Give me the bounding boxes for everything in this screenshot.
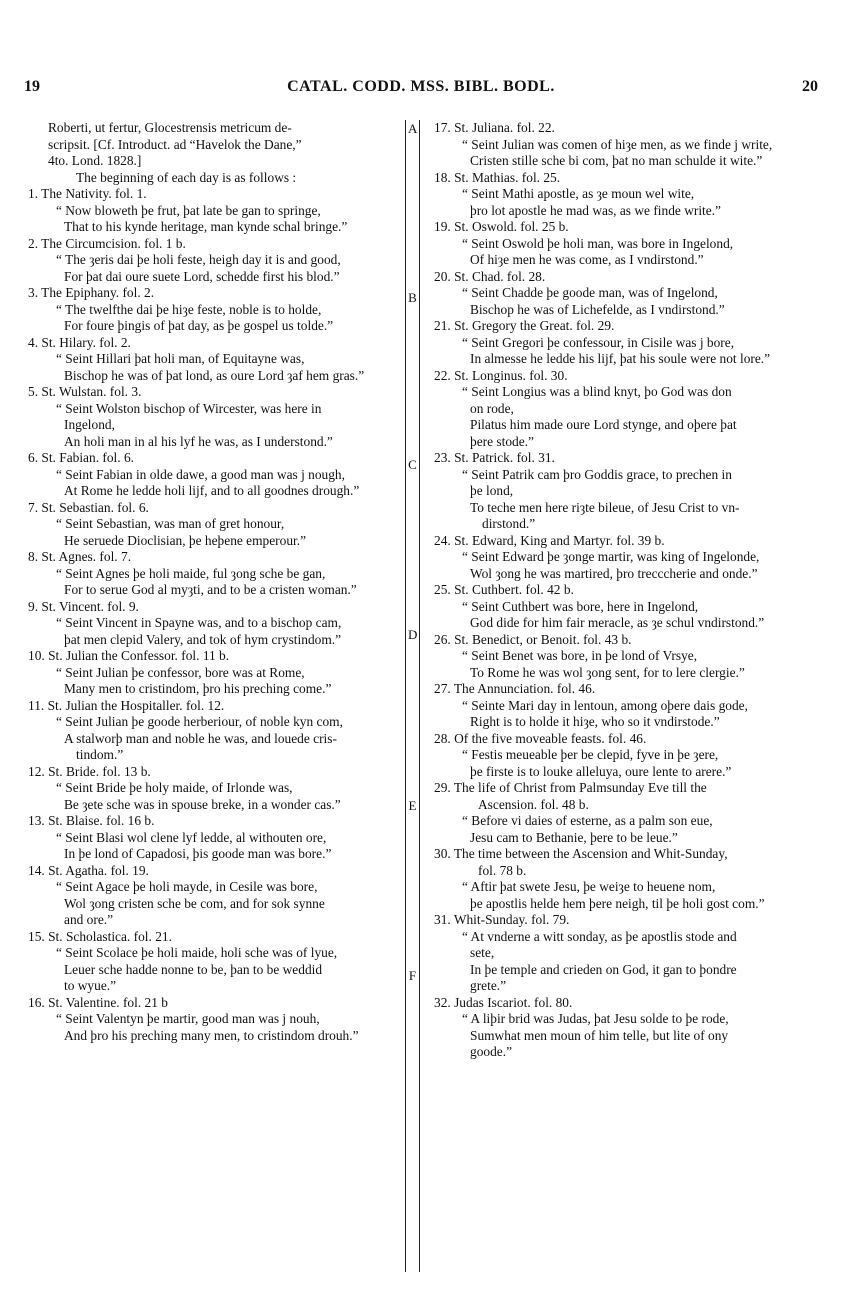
verse-line: Sumwhat men moun of him telle, but lite of ony	[470, 1027, 729, 1043]
verse-line: He seruede Dioclisian, þe heþene emperour.”	[64, 532, 307, 548]
catalogue-entry	[28, 186, 400, 236]
entry-title: 29. The life of Christ from Palmsunday Eve till the	[434, 780, 707, 795]
left-column	[28, 120, 400, 1044]
verse-line: “ Seint Mathi apostle, as ȝe moun wel wite,	[462, 186, 695, 201]
verse-line: “ A liþir brid was Judas, þat Jesu solde to þe rode,	[462, 1011, 729, 1026]
verse-line: For foure þingis of þat day, as þe gospel us tolde.”	[64, 318, 334, 333]
entry-title-continued: fol. 78 b.	[478, 862, 527, 878]
verse-line: “ Seint Agace þe holi mayde, in Cesile was bore,	[56, 879, 318, 894]
catalogue-entry	[28, 285, 400, 335]
verse-line: “ Seint Patrik cam þro Goddis grace, to prechen in	[462, 466, 732, 482]
verse-line: “ Seint Benet was bore, in þe lond of Vrsye,	[462, 648, 698, 663]
entry-title-continued: Ascension. fol. 48 b.	[478, 796, 589, 812]
verse-line: At Rome he ledde holi lijf, and to all goodnes drough.”	[64, 483, 360, 498]
right-column	[434, 120, 818, 1061]
verse-line: For to serue God al myȝti, and to be a cristen woman.”	[64, 582, 357, 597]
catalogue-entry	[28, 599, 400, 649]
verse-line: Bischop he was of þat lond, as oure Lord ȝaf hem gras.”	[64, 367, 365, 383]
verse-line: sete,	[470, 945, 495, 960]
catalogue-entry	[434, 681, 818, 731]
verse-line: þe firste is to louke alleluya, oure lente to arere.”	[470, 763, 732, 779]
verse-line: “ Seint Agnes þe holi maide, ful ȝong sche be gan,	[56, 565, 326, 581]
catalogue-entry	[28, 384, 400, 450]
catalogue-entry	[28, 863, 400, 929]
catalogue-entry	[434, 170, 818, 220]
entry-title: 1. The Nativity. fol. 1.	[28, 186, 147, 201]
entry-title: 30. The time between the Ascension and Whit-Sunday,	[434, 846, 728, 861]
catalogue-entry	[434, 368, 818, 451]
verse-line: “ Seint Chadde þe goode man, was of Ingelond,	[462, 285, 718, 300]
entry-title: 3. The Epiphany. fol. 2.	[28, 285, 155, 300]
entry-title: 19. St. Oswold. fol. 25 b.	[434, 219, 569, 234]
verse-line: “ Seint Bride þe holy maide, of Irlonde was,	[56, 780, 293, 795]
verse-line: For þat dai oure suete Lord, schedde first his blod.”	[64, 268, 340, 284]
verse-line: “ Aftir þat swete Jesu, þe weiȝe to heuene nom,	[462, 879, 716, 894]
catalogue-entry	[28, 648, 400, 698]
verse-line: Cristen stille sche bi com, þat no man schulde it wite.”	[470, 153, 763, 168]
intro-line: scripsit. [Cf. Introduct. ad “Havelok the Dane,”	[48, 136, 302, 152]
entry-title: 27. The Annunciation. fol. 46.	[434, 681, 596, 696]
verse-line: Jesu cam to Bethanie, þere to be leue.”	[470, 829, 678, 845]
entry-title: 4. St. Hilary. fol. 2.	[28, 334, 131, 350]
verse-line: to wyue.”	[64, 978, 117, 993]
verse-line: “ Seint Longius was a blind knyt, þo God was don	[462, 384, 732, 399]
catalogue-entry	[434, 995, 818, 1061]
verse-line: Pilatus him made oure Lord stynge, and oþere þat	[470, 417, 737, 432]
verse-line: þe lond,	[470, 483, 514, 498]
catalogue-entry	[434, 582, 818, 632]
entry-title: 31. Whit-Sunday. fol. 79.	[434, 912, 570, 927]
verse-line: Bischop he was of Lichefelde, as I vndirstond.”	[470, 301, 725, 317]
catalogue-entry	[434, 912, 818, 995]
catalogue-entry	[28, 549, 400, 599]
entry-title: 21. St. Gregory the Great. fol. 29.	[434, 318, 615, 333]
entry-title: 23. St. Patrick. fol. 31.	[434, 450, 555, 465]
column-rule-right	[419, 120, 420, 1272]
entry-title: 12. St. Bride. fol. 13 b.	[28, 763, 151, 779]
verse-line: To Rome he was wol ȝong sent, for to lere clergie.”	[470, 664, 745, 680]
margin-letter-e: E	[408, 798, 417, 813]
verse-line: “ Seint Edward þe ȝonge martir, was king of Ingelonde,	[462, 549, 760, 564]
verse-line: Many men to cristindom, þro his preching come.”	[64, 681, 332, 696]
left-entry-list	[28, 186, 400, 1044]
catalogue-entry	[434, 120, 818, 170]
entry-title: 10. St. Julian the Confessor. fol. 11 b.	[28, 648, 230, 663]
catalogue-entry	[434, 632, 818, 682]
verse-line: Ingelond,	[64, 417, 115, 432]
catalogue-entry	[434, 450, 818, 533]
intro-line: 4to. Lond. 1828.]	[48, 153, 142, 168]
verse-line: “ The twelfthe dai þe hiȝe feste, noble is to holde,	[56, 301, 322, 317]
verse-line: goode.”	[470, 1044, 513, 1059]
entry-title: 20. St. Chad. fol. 28.	[434, 268, 546, 284]
margin-letter-b: B	[408, 290, 417, 305]
verse-line: Wol ȝong he was martired, þro trecccherie and onde.”	[470, 565, 758, 581]
catalogue-entry	[28, 335, 400, 385]
entry-title: 2. The Circumcision. fol. 1 b.	[28, 235, 186, 251]
catalogue-entry	[434, 533, 818, 583]
entry-title: 24. St. Edward, King and Martyr. fol. 39 b.	[434, 532, 665, 548]
page-header	[20, 78, 822, 102]
entry-title: 8. St. Agnes. fol. 7.	[28, 549, 132, 564]
verse-line: “ Seint Cuthbert was bore, here in Ingelond,	[462, 598, 699, 614]
verse-line: That to his kynde heritage, man kynde schal bringe.”	[64, 219, 348, 234]
entry-title: 5. St. Wulstan. fol. 3.	[28, 384, 142, 399]
entry-title: 28. Of the five moveable feasts. fol. 46.	[434, 730, 647, 746]
entry-title: 11. St. Julian the Hospitaller. fol. 12.	[28, 697, 225, 713]
verse-line: In almesse he ledde his lijf, þat his soule were not lore.”	[470, 351, 771, 366]
verse-line: Of hiȝe men he was come, as I vndirstond.”	[470, 252, 704, 267]
left-page-number: 19	[24, 78, 40, 95]
verse-line: In þe lond of Capadosi, þis goode man was bore.”	[64, 846, 332, 861]
verse-line: A stalworþ man and noble he was, and louede cris-	[64, 730, 337, 746]
entry-title: 18. St. Mathias. fol. 25.	[434, 169, 561, 185]
verse-line: þro lot apostle he mad was, as we finde write.”	[470, 202, 721, 218]
verse-line: Wol ȝong cristen sche be com, and for sok synne	[64, 895, 325, 911]
verse-line: “ Seint Gregori þe confessour, in Cisile was j bore,	[462, 334, 735, 350]
verse-line: þe apostlis helde hem þere neigh, til þe holi gost com.”	[470, 895, 765, 911]
catalogue-entry	[434, 731, 818, 781]
column-rule-left	[405, 120, 406, 1272]
verse-line: “ Seint Julian þe goode herberiour, of noble kyn com,	[56, 714, 343, 729]
verse-line: Right is to holde it hiȝe, who so it vndirstode.”	[470, 714, 720, 729]
catalogue-entry	[28, 764, 400, 814]
entry-title: 25. St. Cuthbert. fol. 42 b.	[434, 582, 574, 597]
right-page-number: 20	[802, 78, 818, 95]
catalogue-entry	[28, 995, 400, 1045]
entry-title: 32. Judas Iscariot. fol. 80.	[434, 994, 573, 1010]
verse-line: “ Seint Hillari þat holi man, of Equitayne was,	[56, 351, 305, 366]
margin-letter-a: A	[408, 121, 418, 136]
entry-title: 22. St. Longinus. fol. 30.	[434, 367, 568, 383]
running-title: CATAL. CODD. MSS. BIBL. BODL.	[287, 78, 555, 95]
verse-line: þere stode.”	[470, 433, 534, 449]
verse-line: “ Seint Scolace þe holi maide, holi sche was of lyue,	[56, 945, 338, 960]
catalogue-entry	[434, 318, 818, 368]
catalogue-entry	[28, 236, 400, 286]
verse-line: “ The ȝeris dai þe holi feste, heigh day it is and good,	[56, 252, 341, 267]
verse-line: tindom.”	[76, 747, 124, 762]
catalogue-entry	[434, 269, 818, 319]
verse-line: “ At vnderne a witt sonday, as þe apostlis stode and	[462, 928, 737, 944]
entry-title: 13. St. Blaise. fol. 16 b.	[28, 813, 155, 828]
verse-line: “ Seint Wolston bischop of Wircester, was here in	[56, 400, 322, 416]
catalogue-entry	[28, 813, 400, 863]
entry-title: 9. St. Vincent. fol. 9.	[28, 598, 139, 614]
catalogue-entry	[434, 780, 818, 846]
verse-line: Be ȝete sche was in spouse breke, in a wonder cas.”	[64, 796, 341, 812]
verse-line: þat men clepid Valery, and tok of hym crystindom.”	[64, 631, 342, 647]
catalogue-entry	[434, 846, 818, 912]
verse-line: grete.”	[470, 978, 507, 993]
verse-line: “ Seint Fabian in olde dawe, a good man was j nough,	[56, 466, 345, 482]
verse-line: dirstond.”	[482, 516, 536, 531]
margin-letter-c: C	[408, 457, 417, 472]
verse-line: “ Seint Valentyn þe martir, good man was j nouh,	[56, 1011, 320, 1026]
verse-line: God dide for him fair meracle, as ȝe schul vndirstond.”	[470, 615, 765, 630]
verse-line: In þe temple and crieden on God, it gan to þondre	[470, 961, 737, 977]
intro-line: Roberti, ut fertur, Glocestrensis metricum de-	[48, 120, 292, 135]
verse-line: “ Seint Blasi wol clene lyf ledde, al withouten ore,	[56, 829, 327, 845]
entry-title: 26. St. Benedict, or Benoit. fol. 43 b.	[434, 631, 632, 647]
entry-title: 7. St. Sebastian. fol. 6.	[28, 499, 149, 515]
verse-line: “ Seinte Mari day in lentoun, among oþere dais gode,	[462, 697, 748, 713]
right-entry-list	[434, 120, 818, 1061]
entry-title: 6. St. Fabian. fol. 6.	[28, 450, 135, 465]
entry-title: 16. St. Valentine. fol. 21 b	[28, 994, 168, 1010]
verse-line: and ore.”	[64, 912, 114, 927]
catalogue-entry	[434, 219, 818, 269]
verse-line: “ Before vi daies of esterne, as a palm son eue,	[462, 813, 713, 828]
intro-line: The beginning of each day is as follows :	[76, 169, 297, 185]
verse-line: “ Seint Oswold þe holi man, was bore in Ingelond,	[462, 235, 734, 251]
verse-line: “ Seint Julian þe confessor, bore was at Rome,	[56, 664, 305, 680]
margin-letter-d: D	[408, 627, 418, 642]
catalogue-entry	[28, 929, 400, 995]
verse-line: “ Festis meueable þer be clepid, fyve in þe ȝere,	[462, 747, 719, 762]
entry-title: 17. St. Juliana. fol. 22.	[434, 120, 555, 135]
verse-line: And þro his preching many men, to cristindom drouh.”	[64, 1027, 359, 1043]
verse-line: “ Seint Sebastian, was man of gret honour,	[56, 516, 285, 531]
catalogue-entry	[28, 450, 400, 500]
verse-line: “ Now bloweth þe frut, þat late be gan to springe,	[56, 202, 321, 218]
margin-letter-f: F	[408, 968, 417, 983]
verse-line: An holi man in al his lyf he was, as I understond.”	[64, 433, 333, 449]
verse-line: “ Seint Julian was comen of hiȝe men, as we finde j write,	[462, 136, 773, 152]
verse-line: “ Seint Vincent in Spayne was, and to a bischop cam,	[56, 615, 342, 630]
catalogue-entry	[28, 500, 400, 550]
verse-line: To teche men here riȝte bileue, of Jesu Crist to vn-	[470, 499, 740, 515]
verse-line: on rode,	[470, 400, 514, 416]
entry-title: 15. St. Scholastica. fol. 21.	[28, 928, 172, 944]
catalogue-entry	[28, 698, 400, 764]
entry-title: 14. St. Agatha. fol. 19.	[28, 862, 149, 878]
verse-line: Leuer sche hadde nonne to be, þan to be weddid	[64, 961, 323, 977]
